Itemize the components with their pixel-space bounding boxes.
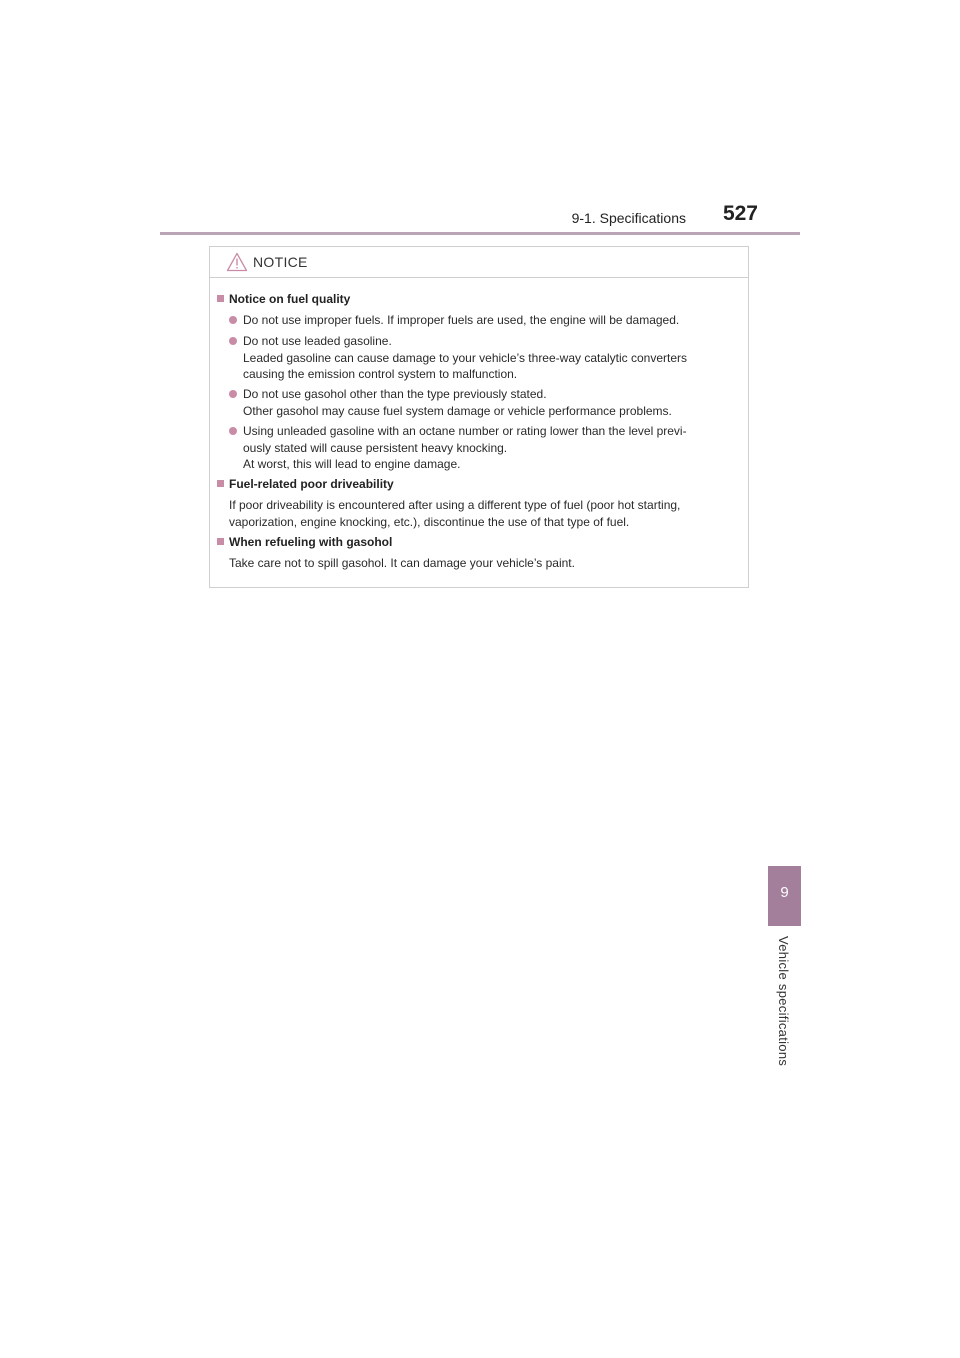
header-rule xyxy=(160,232,800,235)
notice-header xyxy=(210,247,748,278)
square-bullet-icon xyxy=(217,538,224,545)
circle-bullet-icon xyxy=(229,316,237,324)
notice-box xyxy=(209,246,749,588)
paragraph: Take care not to spill gasohol. It can damage your vehicle’s paint. xyxy=(229,556,575,570)
circle-bullet-icon xyxy=(229,337,237,345)
list-item: Do not use gasohol other than the type previously stated. Other gasohol may cause fuel system damage or vehicle performance problems. xyxy=(229,386,744,419)
section-heading: When refueling with gasohol xyxy=(217,534,392,550)
chapter-label: Vehicle specifications xyxy=(776,936,791,1067)
page-header xyxy=(160,200,800,234)
page-number: 527 xyxy=(722,202,758,225)
section-heading: Notice on fuel quality xyxy=(217,291,350,307)
circle-bullet-icon xyxy=(229,427,237,435)
section-title: 9-1. Specifications xyxy=(571,210,686,226)
section-heading: Fuel-related poor driveability xyxy=(217,476,394,492)
list-item: Do not use leaded gasoline. Leaded gasoline can cause damage to your vehicle’s three-way catalytic converters causing the emission control system to malfunction. xyxy=(229,333,744,383)
list-item: Using unleaded gasoline with an octane number or rating lower than the level previ- ously stated will cause persistent heavy knocking. At worst, this will lead to engine damage. xyxy=(229,423,744,473)
square-bullet-icon xyxy=(217,480,224,487)
warning-triangle-icon xyxy=(226,252,248,272)
circle-bullet-icon xyxy=(229,390,237,398)
chapter-number: 9 xyxy=(780,884,789,901)
notice-title: NOTICE xyxy=(253,254,308,270)
square-bullet-icon xyxy=(217,295,224,302)
list-item: Do not use improper fuels. If improper fuels are used, the engine will be damaged. xyxy=(229,312,744,329)
chapter-tab xyxy=(768,866,801,926)
paragraph: If poor driveability is encountered after using a different type of fuel (poor hot starting, vaporization, engine knocking, etc.), discontinue the use of that type of fuel. xyxy=(229,498,681,529)
